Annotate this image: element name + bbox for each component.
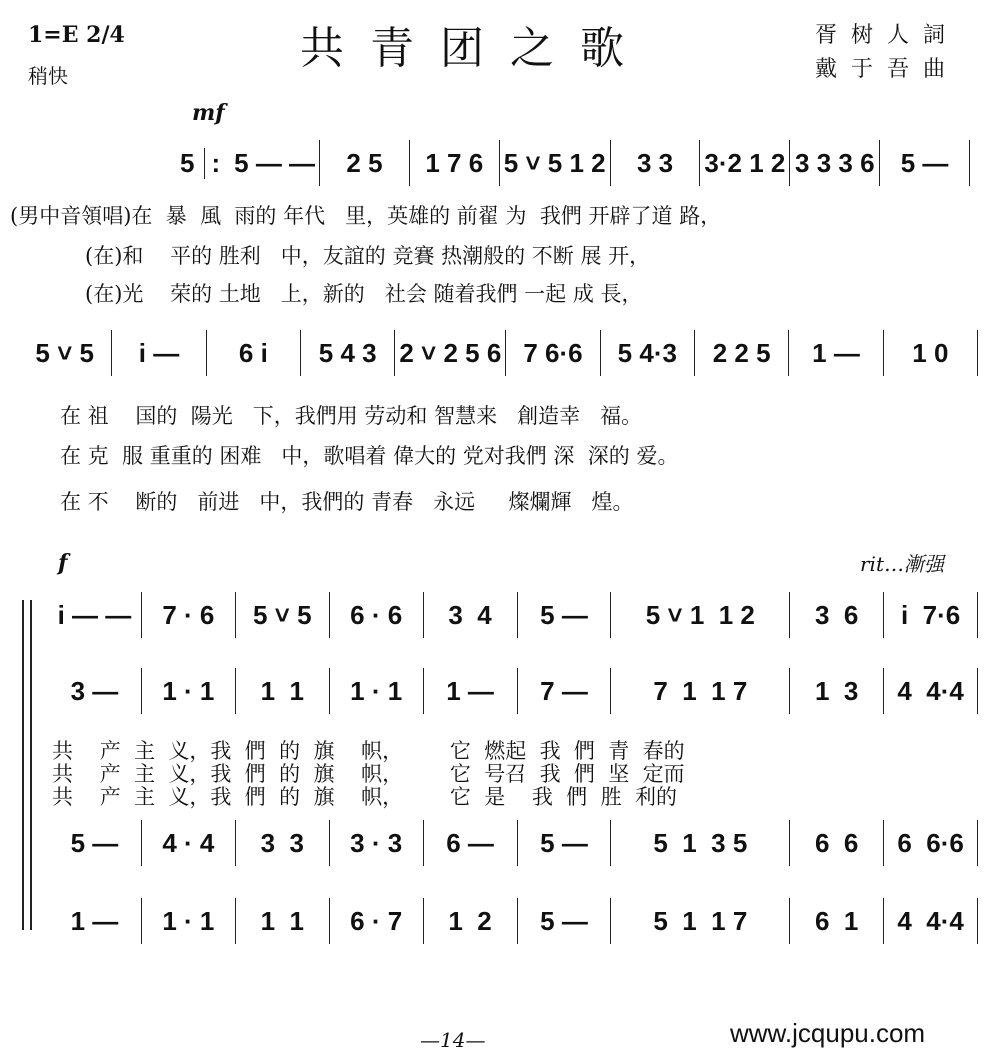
- measure: 5 —: [518, 820, 612, 866]
- measure: 4 · 4: [142, 820, 236, 866]
- watermark: www.jcqupu.com: [730, 1018, 926, 1048]
- measure: 1 · 1: [330, 668, 424, 714]
- staff-system-2: [18, 330, 978, 376]
- measure: 7 · 6: [142, 592, 236, 638]
- measure: 1 0: [884, 330, 978, 376]
- measure: 5 —: [880, 140, 970, 186]
- lyric-line: 共 产 主 义，我 們 的 旗 帜， 它 是 我 們 胜 利的: [52, 785, 677, 809]
- lyric-line: 共 产 主 义，我 們 的 旗 帜， 它 燃起 我 們 青 春的: [52, 739, 685, 763]
- choir-bracket: [22, 600, 32, 930]
- measure: 3 · 3: [330, 820, 424, 866]
- staff-system-1: [180, 140, 970, 186]
- measure: 1 2: [424, 898, 518, 944]
- measure: 6 · 7: [330, 898, 424, 944]
- measure: 5 ˅ 5 1 2: [500, 140, 611, 186]
- measure: 7 6·6: [506, 330, 600, 376]
- measure: 5 4·3: [601, 330, 695, 376]
- measure: 1 1: [236, 668, 330, 714]
- measure: i 7·6: [884, 592, 978, 638]
- measure: 6 6·6: [884, 820, 978, 866]
- measure: 5 ˅ 5: [18, 330, 112, 376]
- measure: 1 —: [424, 668, 518, 714]
- measure: 1 —: [48, 898, 142, 944]
- measure: 1 7 6: [410, 140, 500, 186]
- page-number: —14—: [420, 1028, 486, 1052]
- dynamic-mf: mf: [192, 100, 225, 126]
- measure: 4 4·4: [884, 898, 978, 944]
- lyric-line: (在)光 荣的 土地 上，新的 社会 随着我們 一起 成 長，: [85, 282, 643, 306]
- voice-3: [48, 820, 978, 866]
- measure: 5 1 1 7: [611, 898, 790, 944]
- measure: 5 —: [518, 898, 612, 944]
- measure: 2 5: [320, 140, 410, 186]
- lyric-line: (在)和 平的 胜利 中，友誼的 竞賽 热潮般的 不断 展 开，: [85, 244, 651, 268]
- tempo-marking: 稍快: [28, 64, 68, 88]
- measure: 1 1: [236, 898, 330, 944]
- measure: 7 1 1 7: [611, 668, 790, 714]
- measure: i — —: [48, 592, 142, 638]
- measure: 5 4 3: [301, 330, 395, 376]
- measure: 3 3: [611, 140, 701, 186]
- measure: 4 4·4: [884, 668, 978, 714]
- measure: 1 3: [790, 668, 884, 714]
- measure: 3 3 3 6: [790, 140, 880, 186]
- measure: 6 —: [424, 820, 518, 866]
- measure: 2 2 5: [695, 330, 789, 376]
- measure: 5 — —: [230, 140, 320, 186]
- repeat-sign: :: [204, 148, 230, 179]
- tempo-mark-rit: rit…漸强: [860, 552, 944, 576]
- voice-2: [48, 668, 978, 714]
- lyric-line: 在 克 服 重重的 困难 中，歌唱着 偉大的 党对我們 深 深的 爱。: [60, 444, 679, 468]
- measure: 6 6: [790, 820, 884, 866]
- measure: 6 1: [790, 898, 884, 944]
- song-title: 共青团之歌: [300, 23, 650, 74]
- dynamic-f: f: [58, 550, 68, 576]
- measure: 3 3: [236, 820, 330, 866]
- measure: 3·2 1 2: [700, 140, 790, 186]
- measure: 1 —: [789, 330, 883, 376]
- lyric-line: 在 不 断的 前进 中，我們的 青春 永远 燦爛輝 煌。: [60, 490, 634, 514]
- measure: 2 ˅ 2 5 6: [395, 330, 506, 376]
- measure: 5 1 3 5: [611, 820, 790, 866]
- pickup-note: 5: [180, 147, 195, 178]
- measure: 6 · 6: [330, 592, 424, 638]
- measure: 5 ˅ 5: [236, 592, 330, 638]
- voice-1: [48, 592, 978, 638]
- measure: 3 4: [424, 592, 518, 638]
- measure: 3 —: [48, 668, 142, 714]
- lyric-line: 在 祖 国的 陽光 下，我們用 劳动和 智慧来 創造幸 福。: [60, 404, 643, 428]
- composer: 戴于吾曲: [815, 57, 960, 82]
- measure: 5 ˅ 1 1 2: [611, 592, 790, 638]
- lyricist: 胥树人詞: [815, 23, 960, 48]
- measure: 3 6: [790, 592, 884, 638]
- measure: 5 —: [48, 820, 142, 866]
- key-signature: 1=E 2/4: [28, 22, 125, 48]
- measure: i —: [112, 330, 206, 376]
- voice-4: [48, 898, 978, 944]
- measure: 7 —: [518, 668, 612, 714]
- measure: 6 i: [207, 330, 301, 376]
- measure: 5 —: [518, 592, 612, 638]
- lyric-line: 共 产 主 义，我 們 的 旗 帜， 它 号召 我 們 坚 定而: [52, 762, 685, 786]
- measure: 1 · 1: [142, 668, 236, 714]
- measure: 1 · 1: [142, 898, 236, 944]
- lyric-line: (男中音領唱)在 暴 風 雨的 年代 里，英雄的 前翟 为 我們 开辟了道 路，: [10, 204, 722, 228]
